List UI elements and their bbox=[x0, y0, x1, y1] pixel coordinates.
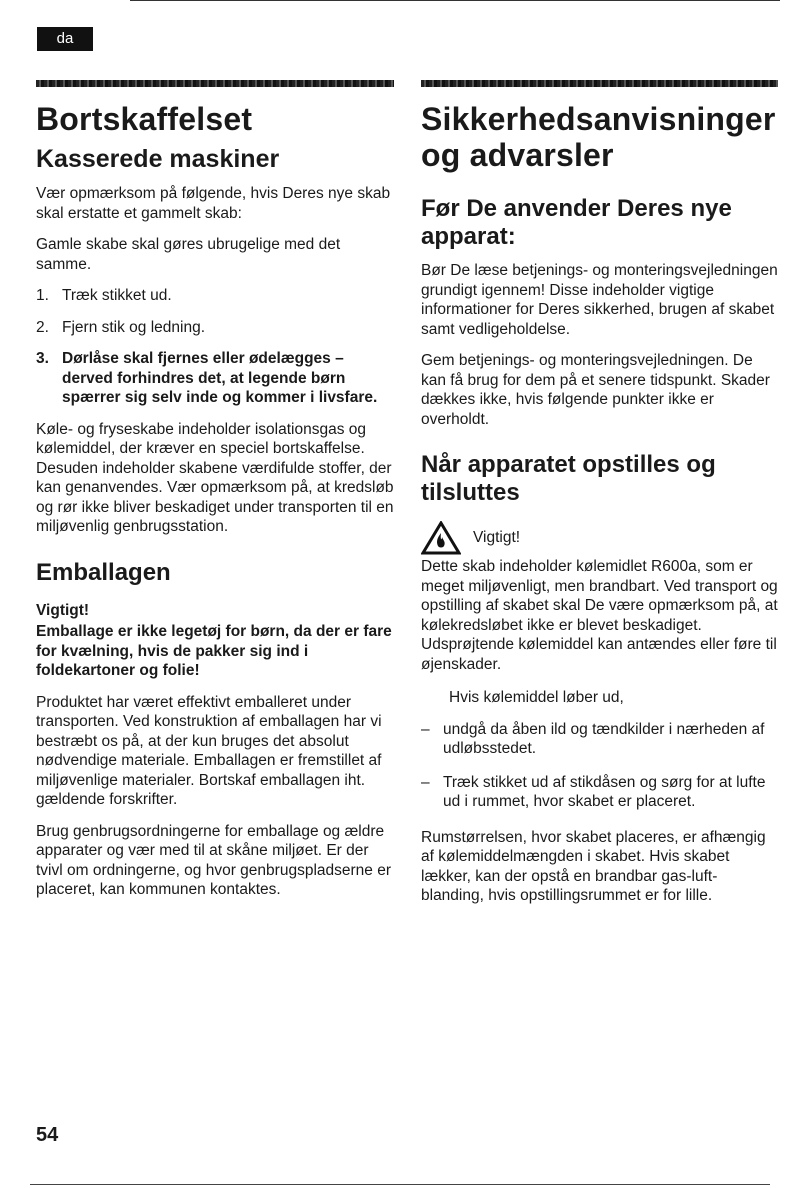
indented-text: Hvis kølemiddel løber ud, bbox=[449, 689, 624, 706]
paragraph: Køle- og fryseskabe indeholder isolationsgas og kølemiddel, der kræver en speciel bortskaffelse. Desuden indeholder skabene værdifulde stoffer, der kan genanvendes. Vær opmærksom på, at kredsløb og rør ikke bliver beskadiget under transporten til en miljøvenlig genbrugsstation. bbox=[36, 420, 394, 535]
warning-row bbox=[421, 521, 778, 555]
steps-list bbox=[36, 286, 394, 408]
paragraph: Gamle skabe skal gøres ubrugelige med det samme. bbox=[36, 236, 341, 273]
page-title-safety: Sikkerhedsanvisninger og advarsler bbox=[421, 101, 776, 173]
important-label: Vigtigt! bbox=[36, 601, 90, 619]
bottom-edge-line bbox=[30, 1184, 770, 1185]
section-rule bbox=[36, 80, 394, 87]
right-column bbox=[421, 80, 778, 918]
list-item: – undgå da åben ild og tændkilder i nærheden af udløbsstedet. bbox=[421, 720, 765, 757]
language-badge: da bbox=[37, 27, 93, 51]
page-number: 54 bbox=[36, 1124, 59, 1146]
heading-before-use: Før De anvender Deres nye apparat: bbox=[421, 195, 732, 250]
paragraph: Produktet har været effektivt emballeret under transporten. Ved konstruktion af emballagen har vi bestræbt os på, at der kun bruges det absolut nødvendige materiale. Emballagen er fremstillet af miljøvenlige materialer. Bortskaf emballagen iht. gældende forskrifter. bbox=[36, 693, 382, 808]
left-column bbox=[36, 80, 394, 912]
heading-installation: Når apparatet opstilles og tilsluttes bbox=[421, 451, 716, 506]
paragraph: Vær opmærksom på følgende, hvis Deres nye skab skal erstatte et gammelt skab: bbox=[36, 185, 391, 222]
bullet-list bbox=[421, 720, 778, 812]
paragraph: Gem betjenings- og monteringsvejledningen. De kan få brug for dem på et senere tidspunkt. Skader dækkes ikke, hvis følgende punkter ikke er overholdt. bbox=[421, 352, 770, 428]
paragraph: Rumstørrelsen, hvor skabet placeres, er afhængig af kølemiddelmængden i skabet. Hvis skabet lækker, kan der opstå en brandbar gas-luft-blanding, hvis opstillingsrummet er for lille. bbox=[421, 828, 766, 904]
important-text: Emballage er ikke legetøj for børn, da der er fare for kvælning, hvis de pakker sig ind i foldekartoner og folie! bbox=[36, 623, 392, 679]
section-rule bbox=[421, 80, 778, 87]
page-title-disposal: Bortskaffelset bbox=[36, 101, 253, 137]
list-item: 1. Træk stikket ud. bbox=[36, 287, 172, 304]
paragraph: Bør De læse betjenings- og monteringsvejledningen grundigt igennem! Disse indeholder vigtige informationer for Deres sikkerhed, brugen af skabet samt vedligeholdelse. bbox=[421, 262, 778, 338]
top-edge-line bbox=[130, 0, 780, 2]
subtitle-old-appliances: Kasserede maskiner bbox=[36, 145, 280, 173]
warning-label: Vigtigt! bbox=[473, 529, 521, 546]
paragraph: Brug genbrugsordningerne for emballage og ældre apparater og vær med til at skåne miljøet. Er der tvivl om ordningerne, og hvor genbrugspladserne er placeret, kan kommunen kontaktes. bbox=[36, 822, 391, 898]
flammable-warning-icon bbox=[421, 521, 461, 555]
list-item: – Træk stikket ud af stikdåsen og sørg for at lufte ud i rummet, hvor skabet er placeret. bbox=[421, 773, 766, 810]
paragraph: Dette skab indeholder kølemidlet R600a, som er meget miljøvenligt, men brandbart. Ved transport og opstilling af skabet skal De være opmærksom på, at kølekredsløbet ikke er blevet beskadiget. Udsprøjtende kølemiddel kan antændes eller føre til øjenskader. bbox=[421, 558, 778, 673]
heading-packaging: Emballagen bbox=[36, 558, 171, 586]
list-item: 2. Fjern stik og ledning. bbox=[36, 318, 206, 336]
list-item: 3. Dørlåse skal fjernes eller ødelægges – derved forhindres det, at legende børn spærrer sig selv inde og kommer i livsfare. bbox=[36, 350, 378, 406]
